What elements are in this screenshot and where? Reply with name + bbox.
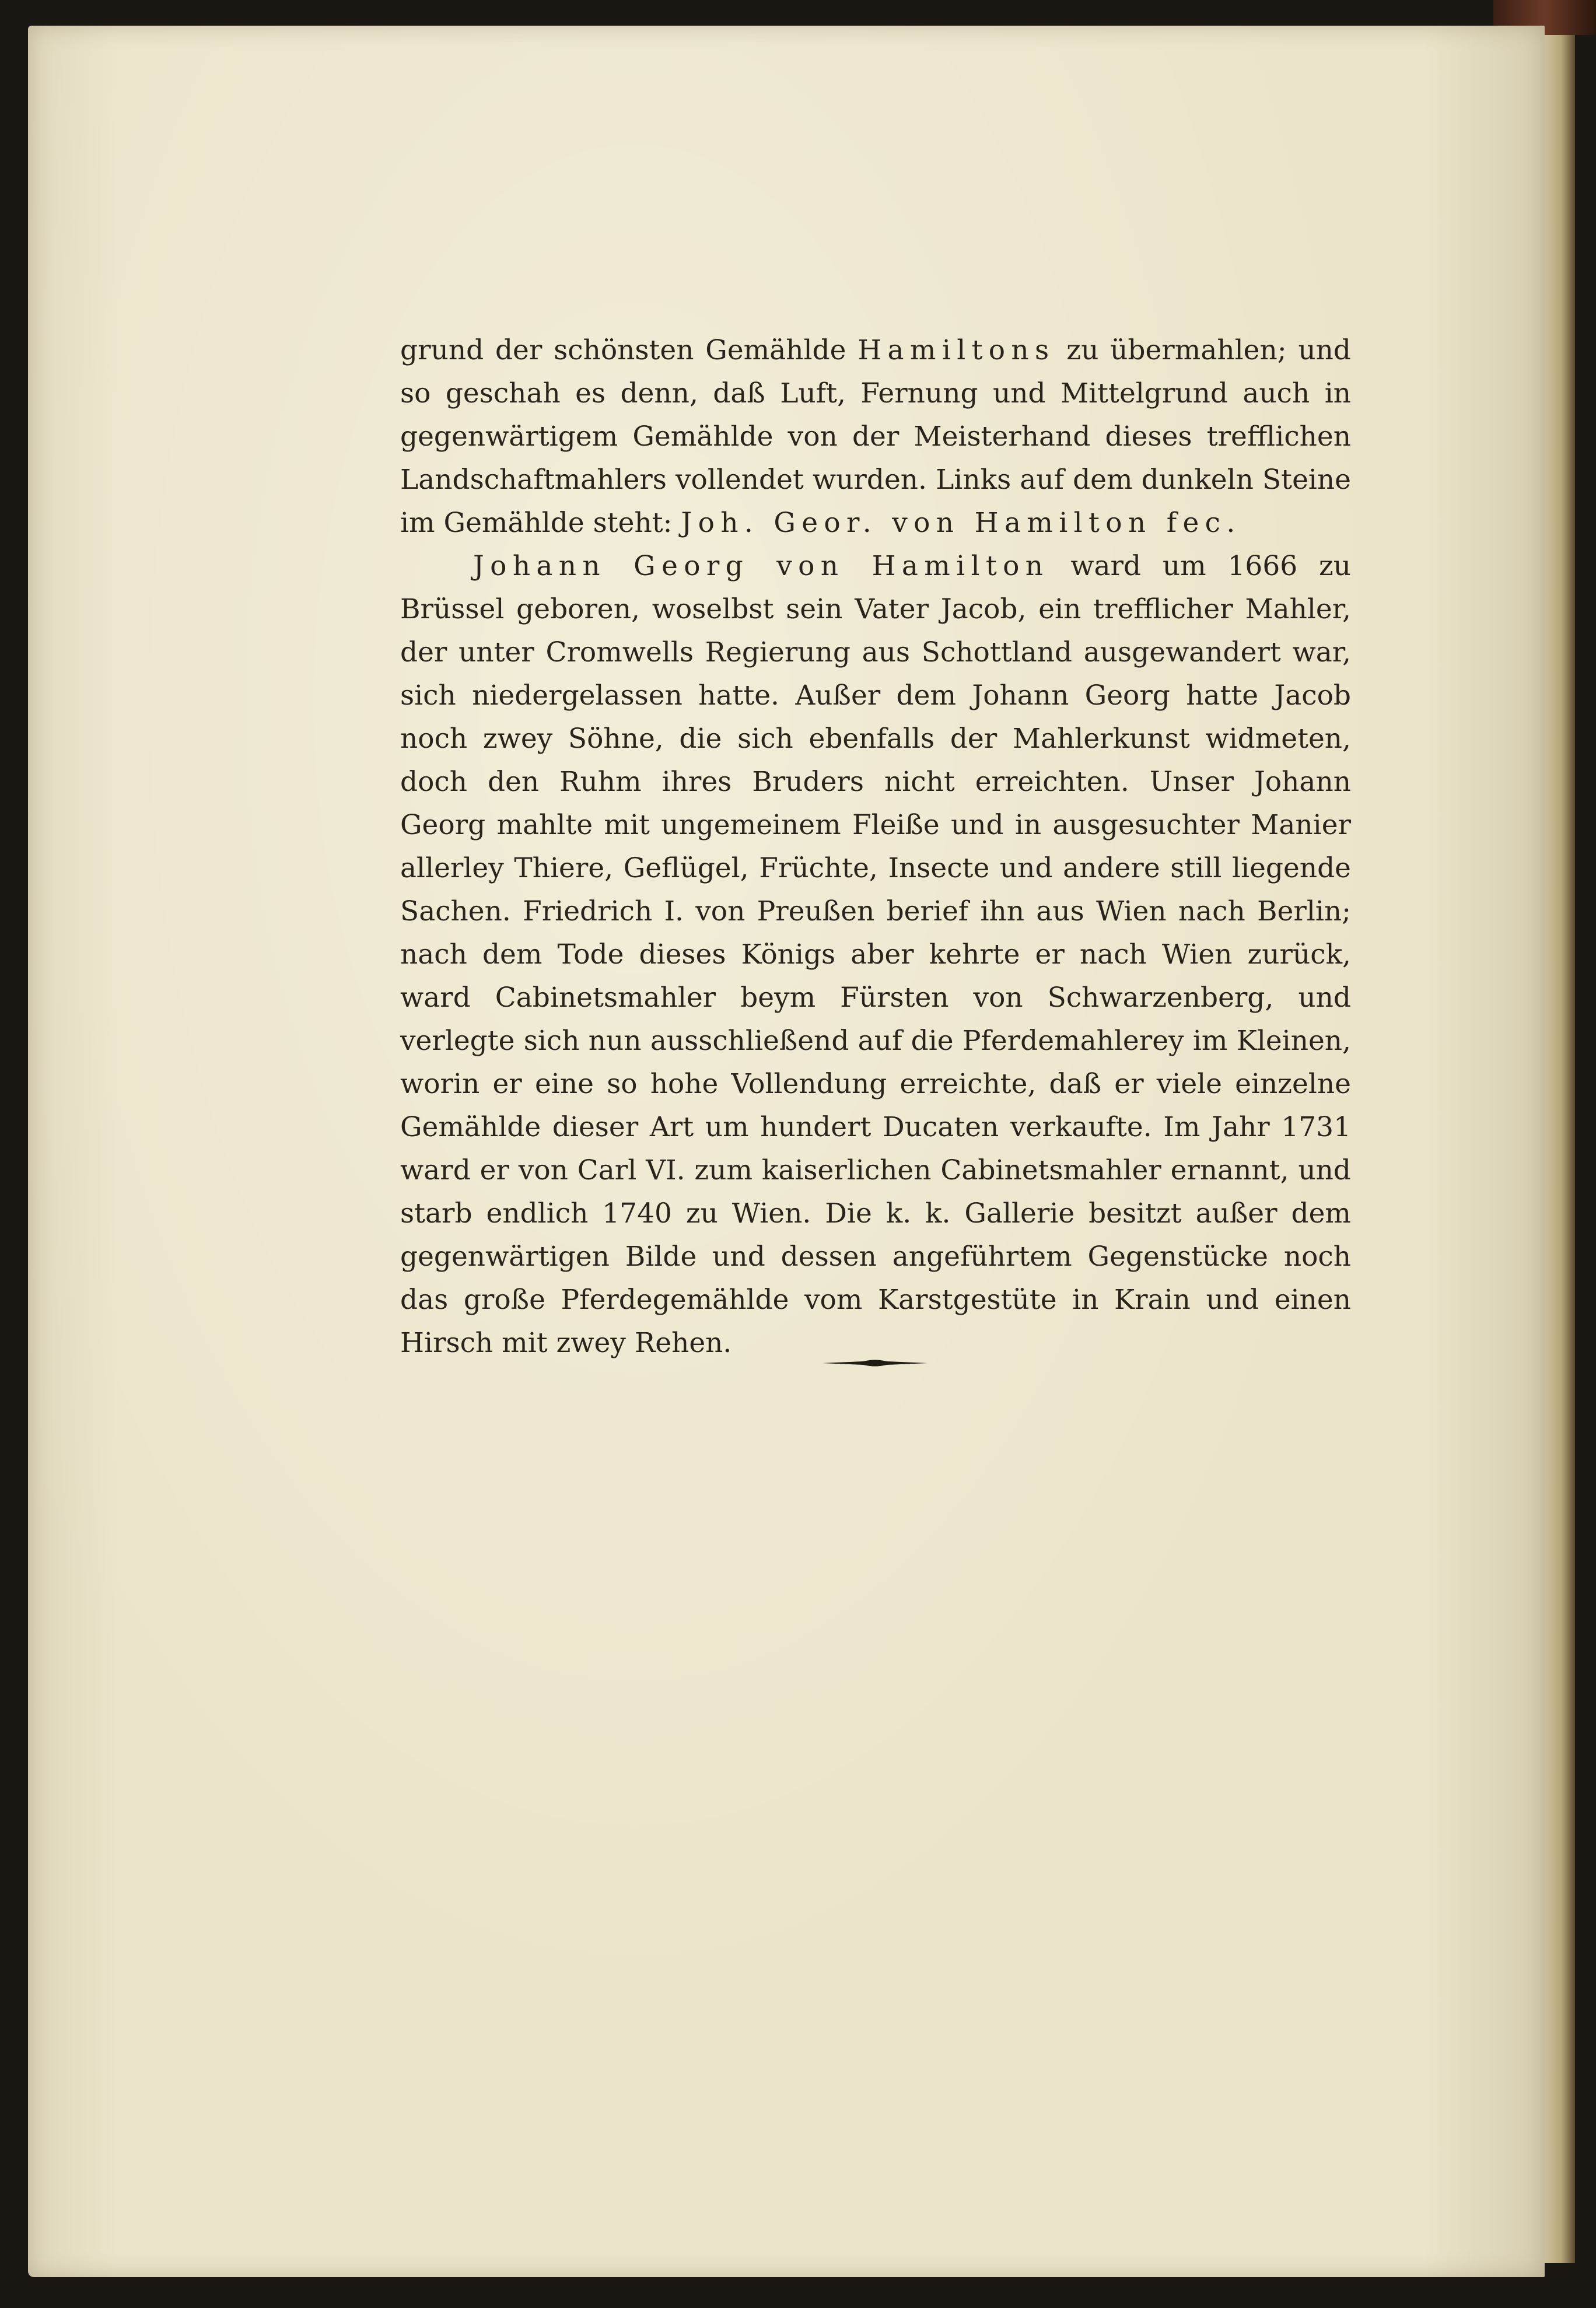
name-hamiltons: Hamiltons [858,334,1055,366]
tapered-rule-ornament-icon [822,1357,928,1370]
paragraph-1-start: grund der schönsten Gemählde [400,334,858,366]
paragraph-2 [400,545,1351,1365]
signature-inscription: Joh. Geor. von Hamilton fec. [681,507,1241,539]
body-text [400,329,1351,1365]
name-johann-georg-von-hamilton: Johann Georg von Hamilton [473,550,1049,582]
paragraph-2-body: ward um 1666 zu Brüssel geboren, woselbst sein Vater Jacob, ein trefflicher Mahler, der unter Cromwells Regierung aus Schottland ausgewandert war, sich niedergelassen hatte. Außer dem Johann Georg hatte Jacob noch zwey Söhne, die sich ebenfalls der Mahlerkunst widmeten, doch den Ruhm ihres Bruders nicht erreichten. Unser Johann Georg mahlte mit ungemeinem Fleiße und in ausgesuchter Manier allerley Thiere, Geflügel, Früchte, Insecte und andere still liegende Sachen. Friedrich I. von Preußen berief ihn aus Wien nach Berlin; nach dem Tode dieses Königs aber kehrte er nach Wien zurück, ward Cabinetsmahler beym Fürsten von Schwarzenberg, und verlegte sich nun ausschließend auf die Pferdemahlerey im Kleinen, worin er eine so hohe Vollendung erreichte, daß er viele einzelne Gemählde dieser Art um hundert Ducaten verkaufte. Im Jahr 1731 ward er von Carl VI. zum kaiserlichen Cabinetsmahler ernannt, und starb endlich 1740 zu Wien. Die k. k. Gallerie besitzt außer dem gegenwärtigen Bilde und dessen angeführtem Gegenstücke noch das große Pferdegemählde vom Karstgestüte in Krain und einen Hirsch mit zwey Rehen. [400,550,1351,1359]
paragraph-1 [400,329,1351,545]
paragraph-1-body: zu übermahlen; und so geschah es denn, daß Luft, Fernung und Mittelgrund auch in gegenwärtigem Gemählde von der Meisterhand dieses trefflichen Landschaftmahlers vollendet wurden. Links auf dem dunkeln Steine im Gemählde steht: [400,334,1351,539]
